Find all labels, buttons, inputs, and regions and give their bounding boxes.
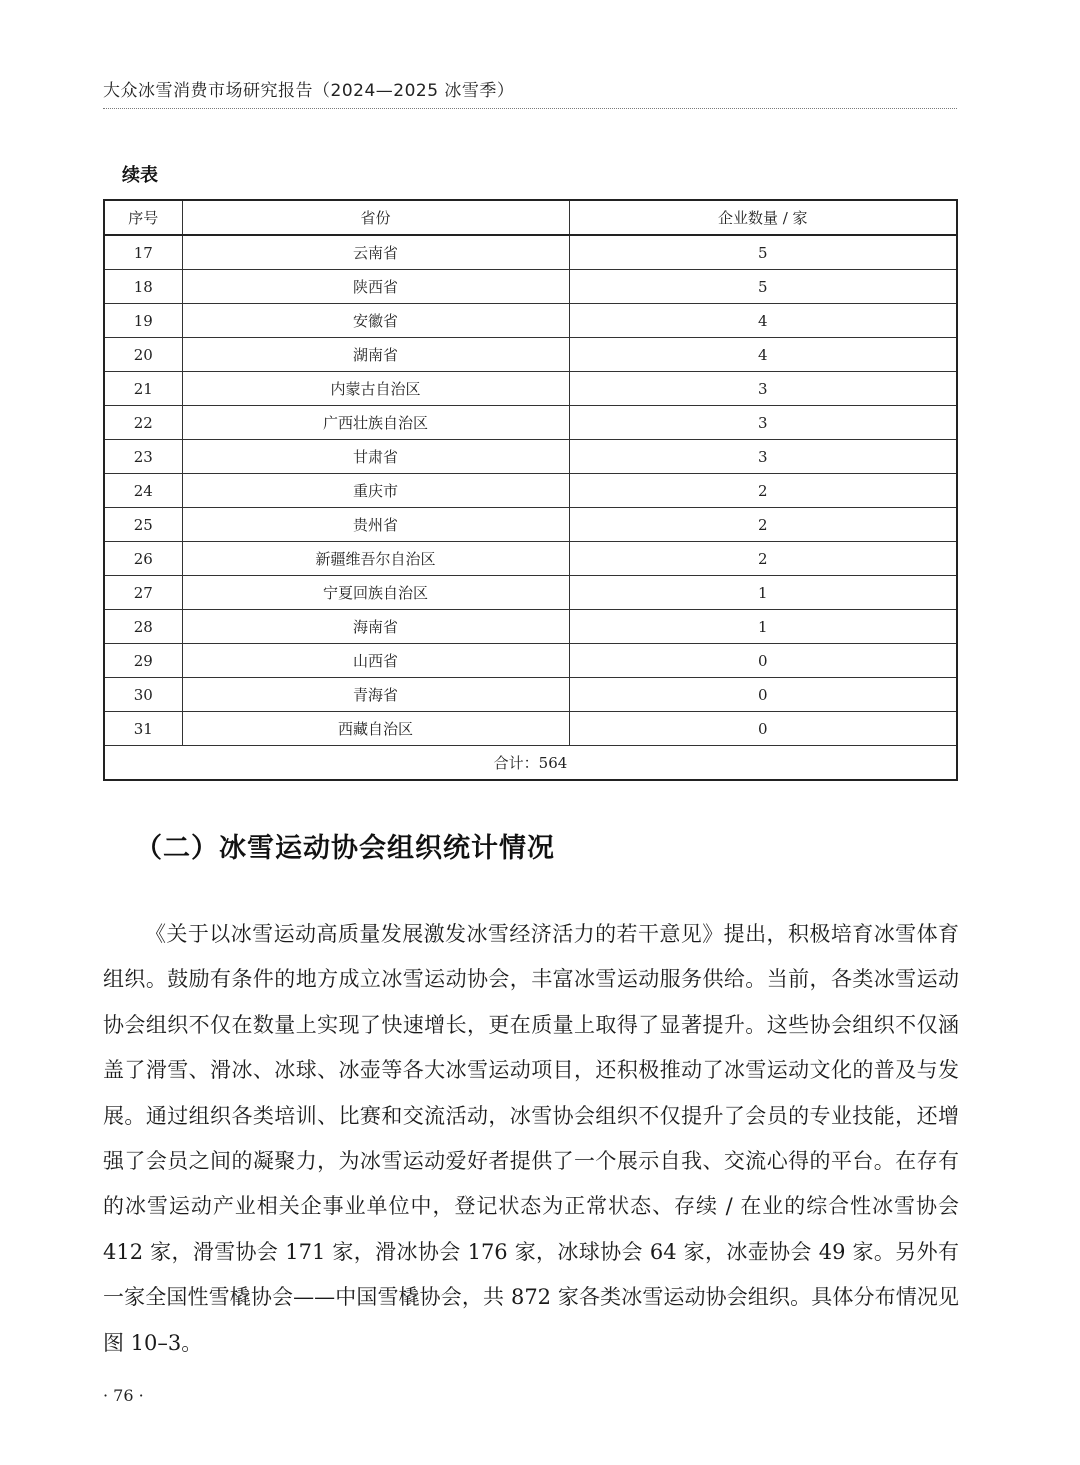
cell-province: 安徽省 — [182, 304, 569, 338]
cell-count: 4 — [569, 304, 957, 338]
body-paragraph: 《关于以冰雪运动高质量发展激发冰雪经济活力的若干意见》提出，积极培育冰雪体育组织。鼓励有条件的地方成立冰雪运动协会，丰富冰雪运动服务供给。当前，各类冰雪运动协会组织不仅在数量上实现了快速增长，更在质量上取得了显著提升。这些协会组织不仅涵盖了滑雪、滑冰、冰球、冰壶等各大冰雪运动项目，还积极推动了冰雪运动文化的普及与发展。通过组织各类培训、比赛和交流活动，冰雪协会组织不仅提升了会员的专业技能，还增强了会员之间的凝聚力，为冰雪运动爱好者提供了一个展示自我、交流心得的平台。在存有的冰雪运动产业相关企事业单位中，登记状态为正常状态、存续 / 在业的综合性冰雪协会 412 家，滑雪协会 171 家，滑冰协会 176 家，冰球协会 64 家，冰壶协会 49 家。另外有一家全国性雪橇协会——中国雪橇协会，共 872 家各类冰雪运动协会组织。具体分布情况见图 10–3。 — [103, 922, 959, 1355]
cell-index: 22 — [104, 406, 182, 440]
header-divider — [103, 108, 957, 109]
table-row — [104, 372, 957, 406]
cell-count: 2 — [569, 542, 957, 576]
cell-index: 19 — [104, 304, 182, 338]
table-row — [104, 338, 957, 372]
cell-count: 0 — [569, 712, 957, 746]
column-header-province: 省份 — [182, 200, 569, 235]
cell-count: 5 — [569, 235, 957, 270]
table-row — [104, 406, 957, 440]
cell-province: 西藏自治区 — [182, 712, 569, 746]
cell-province: 陕西省 — [182, 270, 569, 304]
table-total-row — [104, 746, 957, 781]
cell-count: 0 — [569, 678, 957, 712]
cell-index: 21 — [104, 372, 182, 406]
cell-index: 27 — [104, 576, 182, 610]
cell-index: 25 — [104, 508, 182, 542]
cell-count: 2 — [569, 508, 957, 542]
table-row — [104, 440, 957, 474]
cell-province: 新疆维吾尔自治区 — [182, 542, 569, 576]
cell-province: 青海省 — [182, 678, 569, 712]
table-row — [104, 712, 957, 746]
column-header-count: 企业数量 / 家 — [569, 200, 957, 235]
table-row — [104, 644, 957, 678]
cell-count: 3 — [569, 440, 957, 474]
cell-index: 31 — [104, 712, 182, 746]
table-row — [104, 576, 957, 610]
cell-count: 2 — [569, 474, 957, 508]
cell-province: 山西省 — [182, 644, 569, 678]
table-row — [104, 474, 957, 508]
cell-province: 广西壮族自治区 — [182, 406, 569, 440]
cell-province: 内蒙古自治区 — [182, 372, 569, 406]
cell-index: 17 — [104, 235, 182, 270]
page-number: · 76 · — [103, 1386, 144, 1405]
cell-province: 湖南省 — [182, 338, 569, 372]
cell-province: 云南省 — [182, 235, 569, 270]
table-caption: 续表 — [122, 165, 158, 186]
table-row — [104, 235, 957, 270]
table-row — [104, 678, 957, 712]
cell-index: 23 — [104, 440, 182, 474]
table-row — [104, 270, 957, 304]
running-header: 大众冰雪消费市场研究报告（2024—2025 冰雪季） — [103, 81, 515, 101]
section-heading: （二）冰雪运动协会组织统计情况 — [135, 833, 555, 864]
cell-count: 3 — [569, 406, 957, 440]
table-row — [104, 304, 957, 338]
cell-index: 18 — [104, 270, 182, 304]
cell-province: 宁夏回族自治区 — [182, 576, 569, 610]
cell-province: 贵州省 — [182, 508, 569, 542]
cell-count: 4 — [569, 338, 957, 372]
table-row — [104, 508, 957, 542]
cell-index: 26 — [104, 542, 182, 576]
table-total-cell: 合计：564 — [104, 746, 957, 781]
cell-index: 29 — [104, 644, 182, 678]
cell-province: 海南省 — [182, 610, 569, 644]
cell-index: 28 — [104, 610, 182, 644]
cell-index: 30 — [104, 678, 182, 712]
table-header-row — [104, 200, 957, 235]
column-header-index: 序号 — [104, 200, 182, 235]
table-row — [104, 542, 957, 576]
cell-count: 1 — [569, 610, 957, 644]
province-enterprise-table — [103, 199, 958, 781]
cell-index: 20 — [104, 338, 182, 372]
table-body — [104, 235, 957, 746]
cell-province: 甘肃省 — [182, 440, 569, 474]
cell-index: 24 — [104, 474, 182, 508]
cell-province: 重庆市 — [182, 474, 569, 508]
cell-count: 1 — [569, 576, 957, 610]
cell-count: 0 — [569, 644, 957, 678]
cell-count: 3 — [569, 372, 957, 406]
table-row — [104, 610, 957, 644]
cell-count: 5 — [569, 270, 957, 304]
